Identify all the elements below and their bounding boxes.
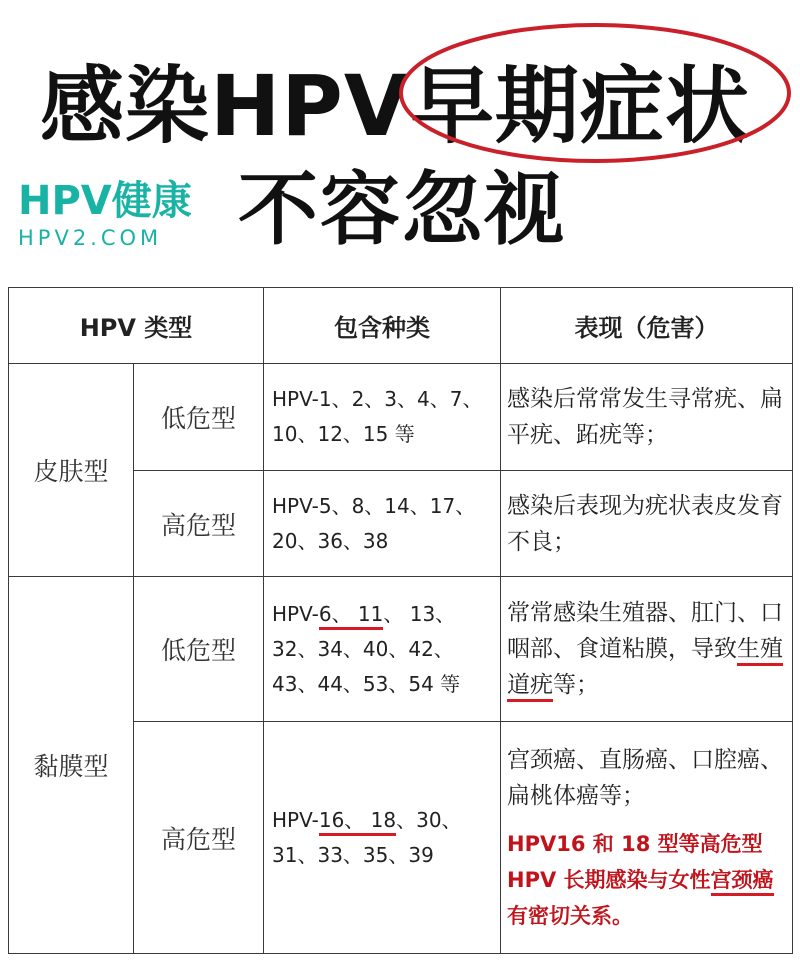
effect-cell: [501, 577, 793, 722]
page-title: 感染HPV早期症状: [40, 57, 750, 155]
effect-text: 宫颈癌、直肠癌、口腔癌、扁桃体癌等；: [507, 746, 784, 809]
table-header-row: [9, 288, 793, 364]
category-skin: 皮肤型: [9, 364, 134, 577]
types-prefix: HPV-: [272, 601, 319, 626]
types-cell: HPV-5、8、14、17、20、36、38: [264, 471, 501, 577]
effect-underlined: 生殖道疣: [507, 636, 783, 702]
level-cell: 低危型: [134, 364, 264, 471]
effect-cell: 感染后常常发生寻常疣、扁平疣、跖疣等；: [501, 364, 793, 471]
types-cell: HPV-1、2、3、4、7、10、12、15 等: [264, 364, 501, 471]
types-rest: 、 13、32、34、40、42、43、44、53、54 等: [272, 601, 461, 696]
types-cell: [264, 722, 501, 954]
note-prefix: HPV16 和 18 型等高危型 HPV 长期感染与女性: [507, 831, 763, 892]
note-suffix: 有密切关系。: [507, 903, 634, 928]
category-mucosal: 黏膜型: [9, 577, 134, 954]
header-hpv-type: HPV 类型: [9, 288, 264, 364]
brand-logo: [18, 178, 228, 252]
level-cell: 高危型: [134, 471, 264, 577]
types-rest: 、30、31、33、35、39: [272, 807, 462, 867]
highlight-ellipse: [395, 18, 795, 168]
table-row: [9, 364, 793, 471]
types-underlined: 16、 18: [319, 808, 396, 836]
types-underlined: 6、 11: [319, 602, 384, 630]
level-cell: 高危型: [134, 722, 264, 954]
effect-cell: [501, 722, 793, 954]
types-cell: [264, 577, 501, 722]
effect-suffix: 等；: [553, 672, 600, 698]
note-underlined: 宫颈癌: [711, 868, 774, 896]
level-cell: 低危型: [134, 577, 264, 722]
warning-note: [507, 826, 786, 934]
types-prefix: HPV-: [272, 807, 319, 832]
hpv-type-table: [8, 287, 793, 954]
page-subtitle: 不容忽视: [238, 163, 566, 256]
effect-prefix: 常常感染生殖器、肛门、口咽部、食道粘膜，导致: [507, 600, 784, 662]
header-includes: 包含种类: [264, 288, 501, 364]
logo-sub-text: HPV2.COM: [18, 226, 163, 250]
table-row: [9, 577, 793, 722]
header-effect: 表现（危害）: [501, 288, 793, 364]
effect-cell: 感染后表现为疣状表皮发育不良；: [501, 471, 793, 577]
logo-main-text: HPV健康: [18, 178, 192, 224]
